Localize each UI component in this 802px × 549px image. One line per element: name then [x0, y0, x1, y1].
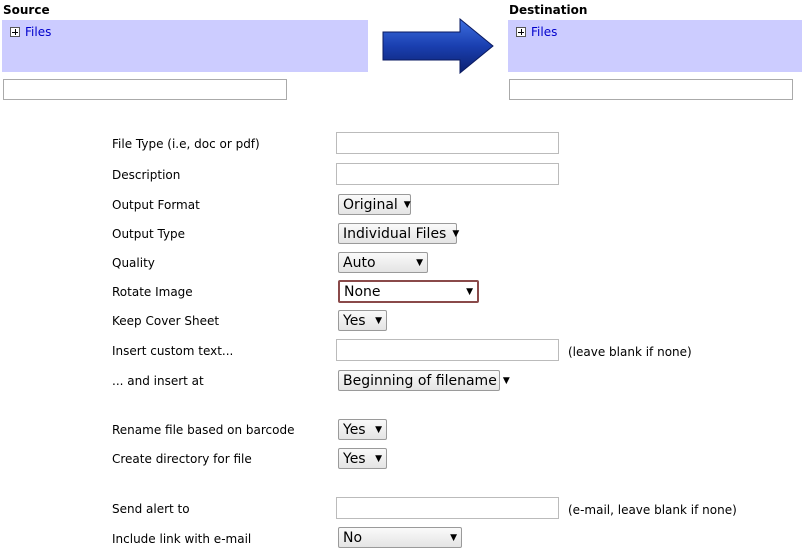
- custom-text-note: (leave blank if none): [568, 345, 692, 359]
- dropdown-arrow-icon: ▼: [375, 424, 382, 435]
- source-tree-item-files[interactable]: [10, 25, 360, 39]
- file-type-input[interactable]: [336, 132, 559, 154]
- include-link-label: Include link with e-mail: [112, 532, 252, 546]
- output-type-label: Output Type: [112, 227, 186, 241]
- destination-tree-panel: [508, 20, 802, 72]
- dropdown-arrow-icon: ▼: [502, 375, 510, 386]
- custom-text-label: Insert custom text...: [112, 344, 234, 358]
- rename-barcode-value: Yes: [343, 421, 366, 438]
- keep-cover-sheet-label: Keep Cover Sheet: [112, 314, 220, 328]
- quality-value: Auto: [343, 254, 376, 271]
- rotate-image-select[interactable]: [338, 280, 479, 303]
- keep-cover-sheet-value: Yes: [343, 312, 366, 329]
- include-link-select[interactable]: [338, 527, 462, 548]
- send-alert-input[interactable]: [336, 497, 559, 519]
- destination-heading: Destination: [509, 3, 588, 17]
- output-format-label: Output Format: [112, 198, 200, 212]
- dropdown-arrow-icon: ▼: [375, 453, 382, 464]
- dropdown-arrow-icon: ▼: [416, 257, 423, 268]
- destination-tree-item-files[interactable]: [516, 25, 794, 39]
- dropdown-arrow-icon: ▼: [450, 532, 457, 543]
- output-type-select[interactable]: [338, 223, 460, 244]
- rotate-image-label: Rotate Image: [112, 285, 193, 299]
- create-directory-label: Create directory for file: [112, 452, 252, 466]
- destination-path-input[interactable]: [509, 79, 793, 100]
- dropdown-arrow-icon: ▼: [375, 315, 382, 326]
- source-heading: Source: [3, 3, 50, 17]
- send-alert-label: Send alert to: [112, 502, 190, 516]
- description-label: Description: [112, 168, 181, 182]
- custom-text-input[interactable]: [336, 339, 559, 361]
- dropdown-arrow-icon: ▼: [466, 286, 473, 297]
- rename-barcode-label: Rename file based on barcode: [112, 423, 295, 437]
- dropdown-arrow-icon: ▼: [452, 228, 460, 239]
- send-alert-note: (e-mail, leave blank if none): [568, 503, 737, 517]
- insert-at-value: Beginning of filename: [343, 372, 497, 389]
- insert-at-select[interactable]: [338, 370, 510, 391]
- keep-cover-sheet-select[interactable]: [338, 310, 387, 331]
- source-tree-panel: [2, 20, 368, 72]
- quality-label: Quality: [112, 256, 155, 270]
- expand-plus-icon[interactable]: [10, 27, 20, 37]
- create-directory-value: Yes: [343, 450, 366, 467]
- dropdown-arrow-icon: ▼: [403, 199, 411, 210]
- expand-plus-icon[interactable]: [516, 27, 526, 37]
- output-format-value: Original: [343, 196, 398, 213]
- output-format-select[interactable]: [338, 194, 411, 215]
- source-path-input[interactable]: [3, 79, 287, 100]
- output-type-value: Individual Files: [343, 225, 447, 242]
- destination-tree-item-label[interactable]: Files: [531, 25, 558, 39]
- right-arrow-icon: [382, 18, 494, 74]
- source-tree-item-label[interactable]: Files: [25, 25, 52, 39]
- create-directory-select[interactable]: [338, 448, 387, 469]
- rename-barcode-select[interactable]: [338, 419, 387, 440]
- file-type-label: File Type (i.e, doc or pdf): [112, 137, 260, 151]
- quality-select[interactable]: [338, 252, 428, 273]
- insert-at-label: ... and insert at: [112, 374, 204, 388]
- rotate-image-value: None: [344, 283, 381, 300]
- include-link-value: No: [343, 529, 363, 546]
- description-input[interactable]: [336, 163, 559, 185]
